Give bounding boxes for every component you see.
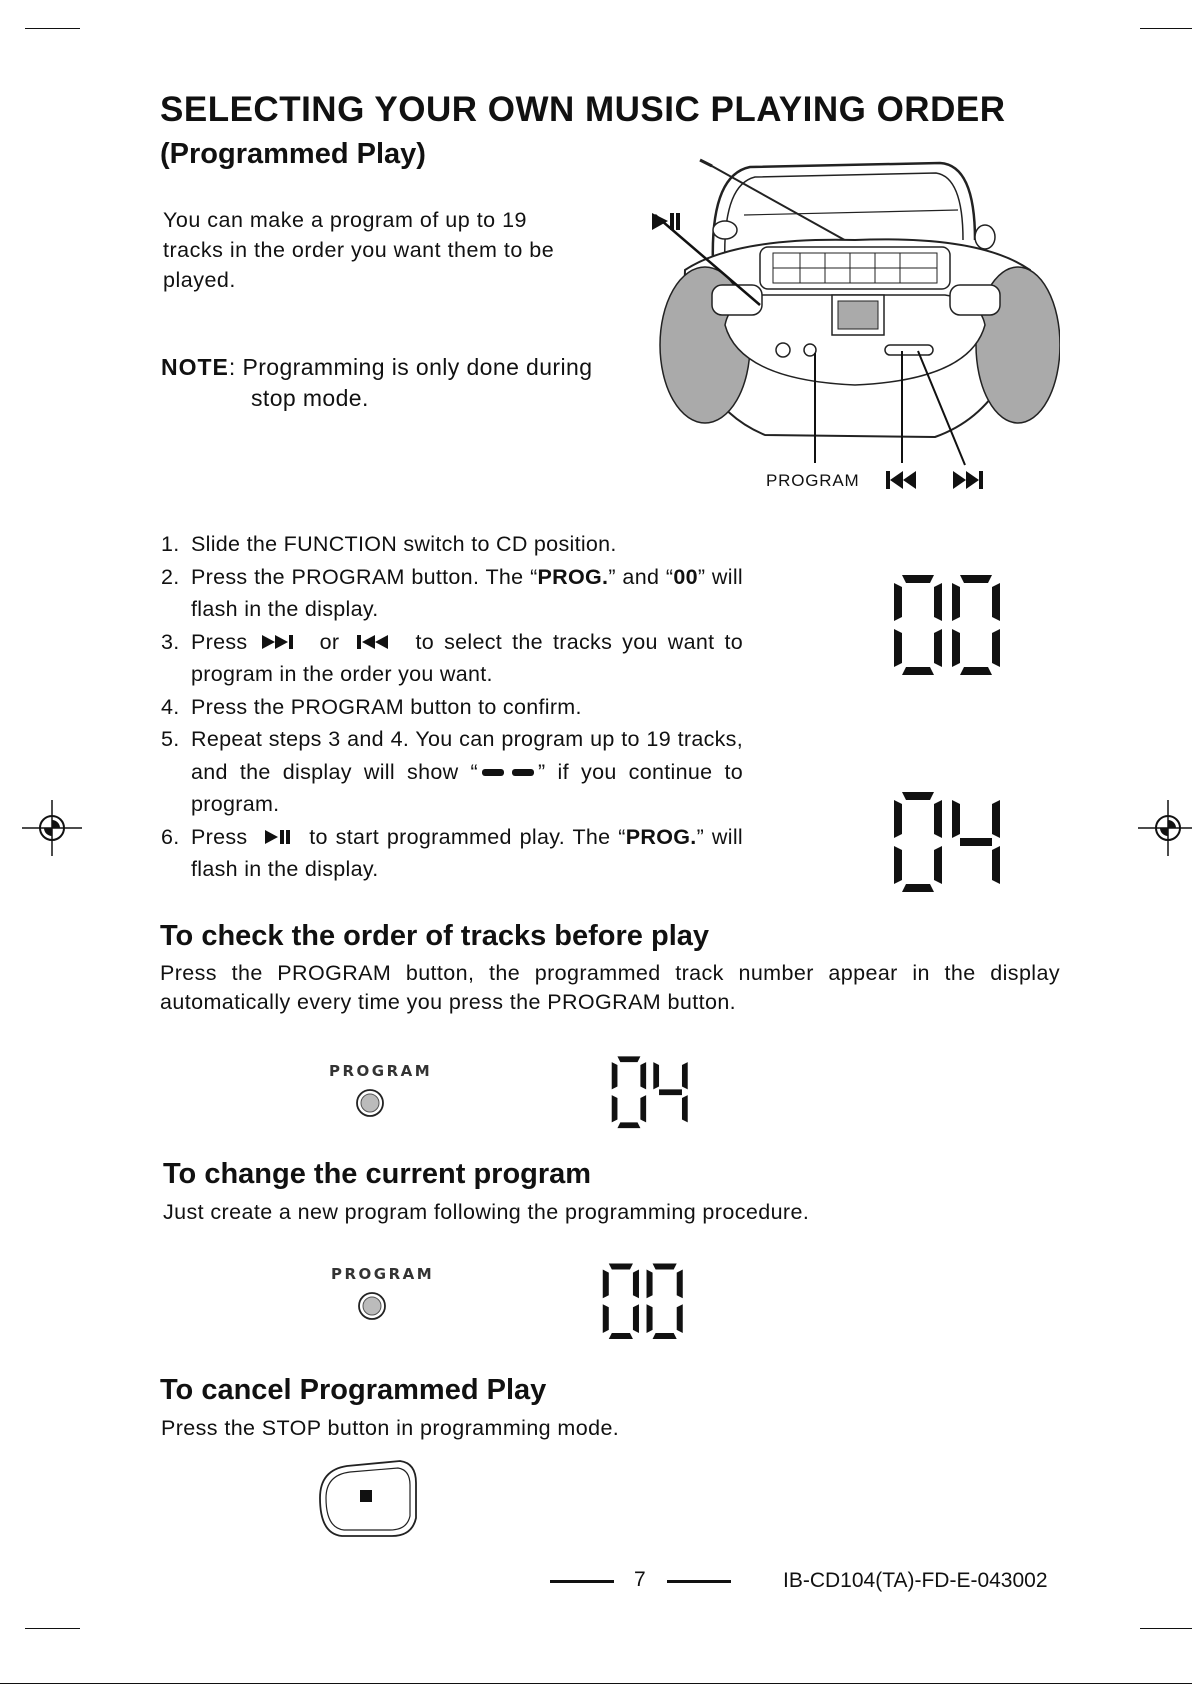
program-button-icon bbox=[355, 1088, 385, 1118]
lcd-segment bbox=[992, 629, 1000, 667]
note-text-line2: stop mode. bbox=[251, 385, 369, 411]
lcd-segment bbox=[992, 583, 1000, 621]
lcd-segment bbox=[659, 1089, 682, 1095]
previous-track-icon bbox=[355, 633, 399, 651]
registration-mark-icon bbox=[1138, 800, 1192, 856]
cancel-text: Press the STOP button in programming mode. bbox=[161, 1416, 620, 1440]
lcd-segment bbox=[934, 800, 942, 838]
lcd-segment bbox=[682, 1095, 688, 1122]
page-subtitle: (Programmed Play) bbox=[160, 138, 426, 170]
lcd-segment bbox=[617, 1056, 640, 1062]
step-item: 1. Slide the FUNCTION switch to CD position. bbox=[161, 532, 617, 556]
lcd-segment bbox=[647, 1270, 653, 1299]
play-pause-icon bbox=[263, 828, 299, 846]
page-number: 7 bbox=[634, 1568, 646, 1591]
lcd-segment bbox=[934, 583, 942, 621]
lcd-segment bbox=[617, 1122, 640, 1128]
lcd-segment bbox=[934, 629, 942, 667]
lcd-segment bbox=[894, 629, 902, 667]
check-text: Press the PROGRAM button, the programmed track number appear in the display automatically every time you press the PROGRAM button. bbox=[160, 961, 1060, 1014]
crop-mark bbox=[25, 1628, 80, 1629]
lcd-segment bbox=[952, 583, 960, 621]
lcd-segment bbox=[902, 667, 934, 675]
lcd-segment bbox=[960, 838, 992, 846]
step-item: 5. Repeat steps 3 and 4. You can program up to 19 tracks, and the display will show “ ” if you continue to program. bbox=[161, 727, 743, 816]
next-track-icon bbox=[260, 633, 304, 651]
lcd-display-step2 bbox=[890, 573, 1002, 679]
change-heading: To change the current program bbox=[163, 1158, 592, 1190]
cancel-heading: To cancel Programmed Play bbox=[160, 1374, 547, 1406]
lcd-segment bbox=[952, 800, 960, 838]
lcd-segment bbox=[960, 575, 992, 583]
check-heading: To check the order of tracks before play bbox=[160, 920, 710, 952]
dash-display-icon bbox=[482, 769, 504, 776]
lcd-segment bbox=[603, 1270, 609, 1299]
crop-mark bbox=[25, 28, 80, 29]
footer-rule-left bbox=[550, 1580, 614, 1583]
lcd-segment bbox=[633, 1270, 639, 1299]
lcd-segment bbox=[677, 1304, 683, 1333]
lcd-segment bbox=[902, 575, 934, 583]
lcd-segment bbox=[992, 800, 1000, 838]
crop-mark bbox=[1140, 1628, 1192, 1629]
steps-list bbox=[161, 528, 743, 886]
lcd-segment bbox=[653, 1062, 659, 1089]
lcd-segment bbox=[633, 1304, 639, 1333]
boombox-diagram bbox=[640, 155, 1060, 500]
lcd-segment bbox=[640, 1095, 646, 1122]
change-text: Just create a new program following the programming procedure. bbox=[163, 1200, 810, 1224]
note-label: NOTE bbox=[161, 354, 229, 380]
lcd-segment bbox=[894, 583, 902, 621]
lcd-segment bbox=[603, 1304, 609, 1333]
diagram-program-label: PROGRAM bbox=[766, 471, 860, 490]
step-item: 3. Press or to select the tracks you want to program in the order you want. bbox=[161, 629, 744, 686]
document-code: IB-CD104(TA)-FD-E-043002 bbox=[783, 1569, 1048, 1592]
lcd-segment bbox=[992, 846, 1000, 884]
lcd-segment bbox=[894, 800, 902, 838]
lcd-segment bbox=[902, 884, 934, 892]
lcd-segment bbox=[677, 1270, 683, 1299]
lcd-segment bbox=[609, 1264, 633, 1270]
intro-text: You can make a program of up to 19 tracks in the order you want them to be played. bbox=[163, 208, 555, 292]
lcd-display-change bbox=[598, 1262, 686, 1342]
lcd-segment bbox=[682, 1062, 688, 1089]
lcd-segment bbox=[640, 1062, 646, 1089]
page-title: SELECTING YOUR OWN MUSIC PLAYING ORDER bbox=[160, 90, 1006, 129]
lcd-segment bbox=[653, 1333, 677, 1339]
stop-button-icon bbox=[312, 1458, 422, 1540]
footer-rule-right bbox=[667, 1580, 731, 1583]
lcd-segment bbox=[612, 1095, 618, 1122]
crop-mark bbox=[1140, 28, 1192, 29]
program-button-icon bbox=[357, 1291, 387, 1321]
lcd-segment bbox=[934, 846, 942, 884]
lcd-segment bbox=[902, 792, 934, 800]
change-program-label: PROGRAM bbox=[331, 1265, 435, 1283]
dash-display-icon bbox=[512, 769, 534, 776]
step-item: 4. Press the PROGRAM button to confirm. bbox=[161, 694, 582, 719]
lcd-segment bbox=[894, 846, 902, 884]
check-program-label: PROGRAM bbox=[329, 1062, 433, 1080]
lcd-segment bbox=[960, 667, 992, 675]
crop-mark bbox=[0, 1683, 1192, 1684]
step-item: 2. Press the PROGRAM button. The “PROG.” and “00” will flash in the display. bbox=[161, 564, 743, 621]
step-item: 6. Press to start programmed play. The “PROG.” will flash in the display. bbox=[161, 824, 743, 881]
lcd-segment bbox=[609, 1333, 633, 1339]
note-block bbox=[161, 352, 651, 414]
lcd-display-check bbox=[605, 1055, 693, 1131]
lcd-display-step5 bbox=[890, 790, 1002, 896]
lcd-segment bbox=[647, 1304, 653, 1333]
registration-mark-icon bbox=[22, 800, 82, 856]
lcd-segment bbox=[612, 1062, 618, 1089]
lcd-segment bbox=[952, 629, 960, 667]
lcd-segment bbox=[653, 1264, 677, 1270]
note-text-line1: : Programming is only done during bbox=[228, 354, 593, 380]
